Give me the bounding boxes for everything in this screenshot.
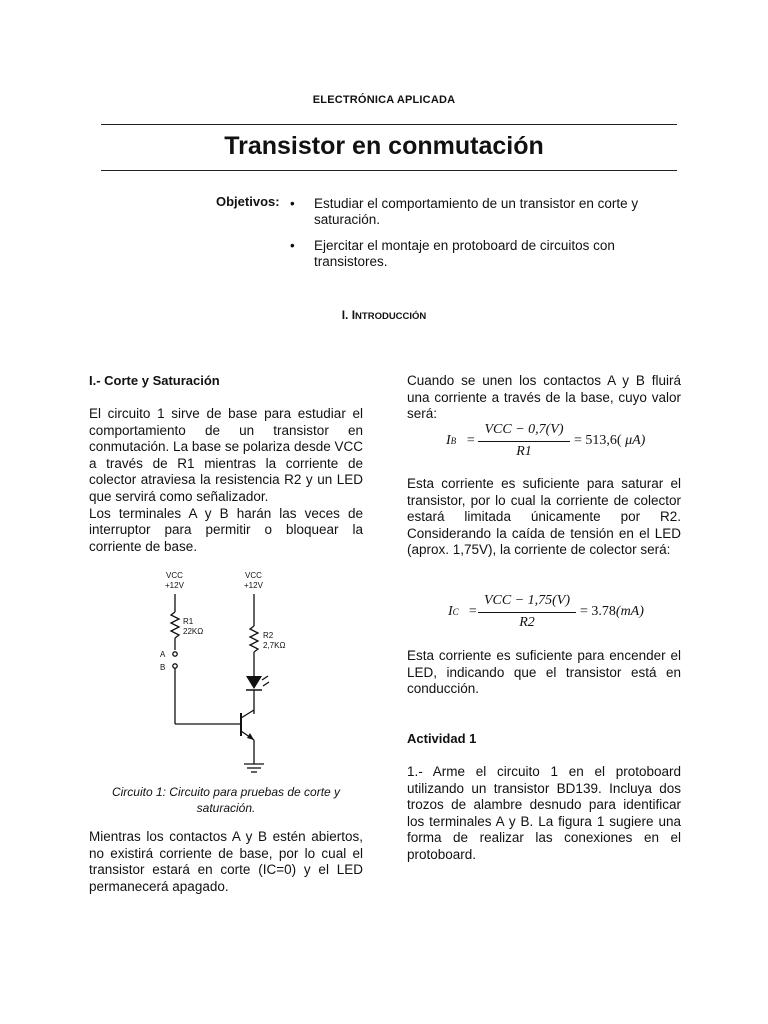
r1-name: R1 xyxy=(183,617,194,626)
section-first-letter: I xyxy=(351,308,356,322)
fraction-bar xyxy=(478,441,570,442)
terminal-a-label: A xyxy=(160,650,166,659)
subsection-heading: I.- Corte y Saturación xyxy=(89,373,220,388)
formula-denominator: R1 xyxy=(516,444,532,459)
formula-denominator: R2 xyxy=(519,615,535,630)
paragraph-conduction: Esta corriente es suficiente para encender el LED, indicando que el transistor está en conducción. xyxy=(407,648,681,697)
section-number: I. xyxy=(341,308,349,322)
circuit-caption: Circuito 1: Circuito para pruebas de corte y saturación. xyxy=(111,785,341,815)
vcc2-label: VCC xyxy=(245,571,262,580)
objective-item xyxy=(290,196,660,228)
formula-lhs: IB xyxy=(446,433,457,448)
objectives-label: Objetivos: xyxy=(216,194,280,209)
r2-name: R2 xyxy=(263,631,274,640)
formula-base-current xyxy=(446,422,676,462)
paragraph-saturation: Esta corriente es suficiente para saturar el transistor, por lo cual la corriente de colector estará limitada únicamente por R2. Considerando la caída de tensión en el LED (aprox. 1,75V), la corriente de colector será: xyxy=(407,476,681,558)
formula-numerator: VCC − 0,7(V) xyxy=(484,422,564,437)
title-rule xyxy=(101,170,677,171)
fraction-bar xyxy=(478,612,576,613)
emitter-arrow xyxy=(247,733,254,740)
vcc1-label: VCC xyxy=(166,571,183,580)
paragraph-cutoff: Mientras los contactos A y B estén abiertos, no existirá corriente de base, por lo cual el transistor estará en corte (IC=0) y el LED permanecerá apagado. xyxy=(89,829,363,894)
section-rest: NTRODUCCIÓN xyxy=(355,311,427,322)
vcc2-value: +12V xyxy=(244,581,263,590)
bullet-icon: • xyxy=(290,196,295,211)
top-rule xyxy=(101,124,677,125)
objective-item xyxy=(290,238,660,270)
objectives-list xyxy=(290,196,660,280)
terminal-a-contact xyxy=(173,652,177,656)
objective-text: Ejercitar el montaje en protoboard de circuitos con transistores. xyxy=(314,238,615,269)
formula-collector-current xyxy=(448,593,678,633)
formula-eq: = xyxy=(468,604,478,619)
vcc1-value: +12V xyxy=(165,581,184,590)
paragraph-text: El circuito 1 sirve de base para estudiar el comportamiento de un transistor en conmutación. La base se polariza desde VCC a través de R1 mientras la corriente de colector atraviesa la resistencia R2 y un LED que servirá como señalizador. xyxy=(89,406,363,504)
course-header: ELECTRÓNICA APLICADA xyxy=(312,94,456,106)
formula-eq: = xyxy=(466,433,476,448)
page-title: Transistor en conmutación xyxy=(224,132,544,160)
formula-result: = 3.78(mA) xyxy=(580,604,644,619)
paragraph-circuit-description xyxy=(89,406,363,555)
r2-value: 2,7KΩ xyxy=(263,641,286,650)
objective-text: Estudiar el comportamiento de un transistor en corte y saturación. xyxy=(314,196,639,227)
resistor-r1 xyxy=(171,612,179,638)
circuit-diagram xyxy=(150,568,290,780)
terminal-b-contact xyxy=(173,664,177,668)
bullet-icon: • xyxy=(290,238,295,253)
formula-result: = 513,6( μA) xyxy=(574,433,646,448)
formula-lhs: IC xyxy=(448,604,459,619)
led-icon xyxy=(246,676,262,689)
formula-numerator: VCC − 1,75(V) xyxy=(483,593,571,608)
resistor-r2 xyxy=(250,626,258,652)
r1-value: 22KΩ xyxy=(183,627,204,636)
paragraph-text: Los terminales A y B harán las veces de interruptor para permitir o bloquear la corriente de base. xyxy=(89,505,363,554)
paragraph-activity: 1.- Arme el circuito 1 en el protoboard utilizando un transistor BD139. Incluya dos trozos de alambre desnudo para identificar los terminales A y B. La figura 1 sugiere una forma de realizar las conexiones en el protoboard. xyxy=(407,764,681,862)
activity-heading: Actividad 1 xyxy=(407,731,477,746)
paragraph-base-current: Cuando se unen los contactos A y B fluirá una corriente a través de la base, cuyo valor será: xyxy=(407,373,681,422)
terminal-b-label: B xyxy=(160,663,166,672)
section-heading xyxy=(0,308,768,322)
